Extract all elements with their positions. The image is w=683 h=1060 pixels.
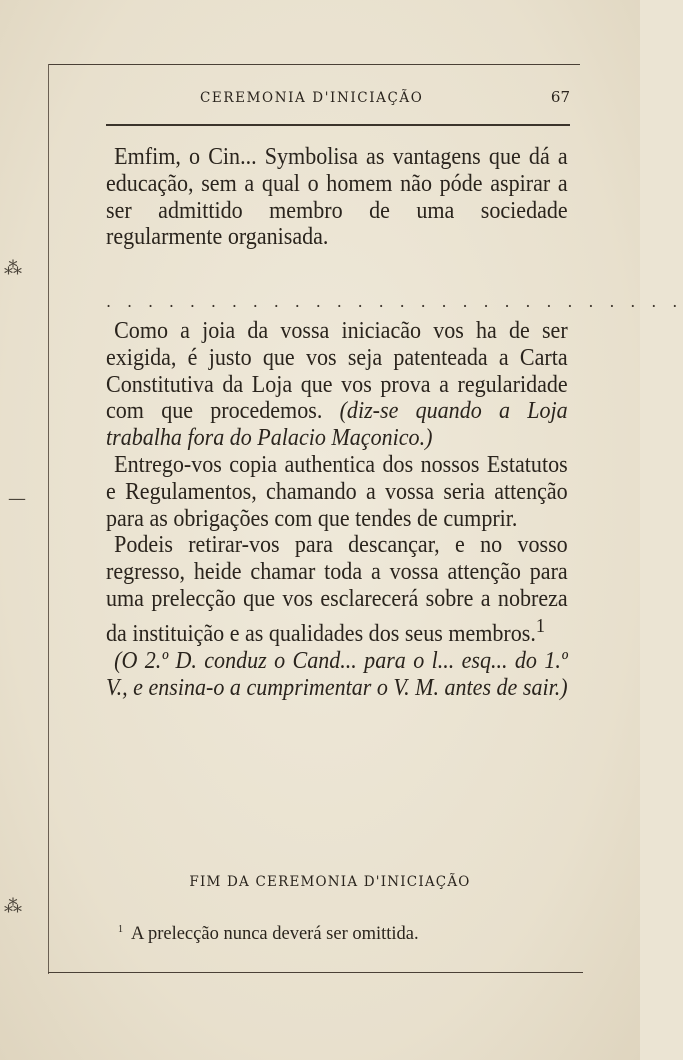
paper-damage-mark: ⁂ [4, 258, 22, 279]
footnote-text: A prelecção nunca deverá ser omittida. [131, 924, 419, 945]
frame-bottom-border [48, 972, 583, 973]
footnote-reference: 1 [535, 614, 546, 637]
running-title: CEREMONIA D'INICIAÇÃO [200, 90, 424, 106]
text-block-2 [106, 318, 568, 701]
frame-left-border [48, 64, 49, 974]
footnote [118, 924, 538, 945]
paragraph-2-text: Como a joia da vossa iniciacão vos ha de ser exigida, é justo que vos seja patenteada a Carta Constitutiva da Loja que vos prova a regularidade com que procedemos. [106, 317, 568, 425]
page-number: 67 [550, 88, 570, 106]
running-header [98, 86, 576, 114]
paper-damage-mark: ⁂ [4, 896, 22, 917]
paragraph-3: Entrego-vos copia authentica dos nossos Estatutos e Regulamentos, chamando a vossa seria attenção para as obrigações com que tendes de cumprir. [106, 450, 568, 532]
closing-line: FIM DA CEREMONIA D'INICIAÇÃO [189, 874, 471, 890]
header-rule [106, 124, 570, 126]
dotted-separator: . . . . . . . . . . . . . . . . . . . . . . . . . . . . [106, 292, 683, 311]
paragraph-5-stage-direction: (O 2.º D. conduz o Cand... para o l... esq... do 1.º V., e ensina-o a cumprimentar o V. M. antes de sair.) [106, 646, 568, 701]
text-block-1 [106, 144, 568, 251]
footnote-mark: 1 [118, 924, 123, 935]
paragraph-4 [106, 532, 568, 647]
paragraph-2 [106, 318, 568, 452]
paragraph-4-text: Podeis retirar-vos para descançar, e no vosso regresso, heide chamar toda a vossa attenção para uma prelecção que vos esclarecerá sobre a nobreza da instituição e as qualidades dos seus membros. [106, 531, 568, 647]
frame-top-border [48, 64, 580, 65]
paragraph-2-stage-direction: (diz-se quando a Loja trabalha fora do Palacio Maçonico.) [106, 397, 568, 452]
paragraph-1: Emfim, o Cin... Symbolisa as vantagens que dá a educação, sem a qual o homem não póde aspirar a ser admittido membro de uma sociedade regularmente organisada. [106, 143, 568, 251]
paper-damage-mark: — [8, 488, 26, 509]
